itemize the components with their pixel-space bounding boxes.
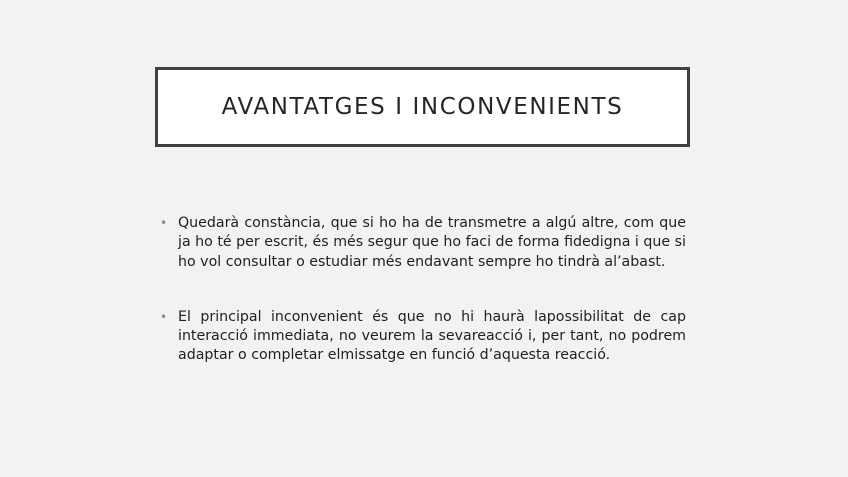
bullet-text: Quedarà constància, que si ho ha de transmetre a algú altre, com que ja ho té per escrit, és més segur que ho faci de forma fidedigna i que si ho vol consultar o estudiar més endavant sempre ho tindrà al’abast. bbox=[178, 215, 686, 270]
bullet-item-advantage bbox=[160, 214, 686, 272]
bullet-dot-icon: • bbox=[160, 309, 168, 324]
slide-title: AVANTATGES I INCONVENIENTS bbox=[221, 94, 624, 120]
slide-title-box bbox=[155, 67, 690, 147]
slide-content bbox=[160, 214, 686, 366]
bullet-dot-icon: • bbox=[160, 216, 168, 230]
bullet-item-disadvantage bbox=[160, 308, 686, 366]
bullet-text: El principal inconvenient és que no hi haurà lapossibilitat de cap interacció immediata, no veurem la sevareacció i, per tant, no podrem adaptar o completar elmissatge en funció d’aquesta reacció. bbox=[178, 308, 686, 364]
